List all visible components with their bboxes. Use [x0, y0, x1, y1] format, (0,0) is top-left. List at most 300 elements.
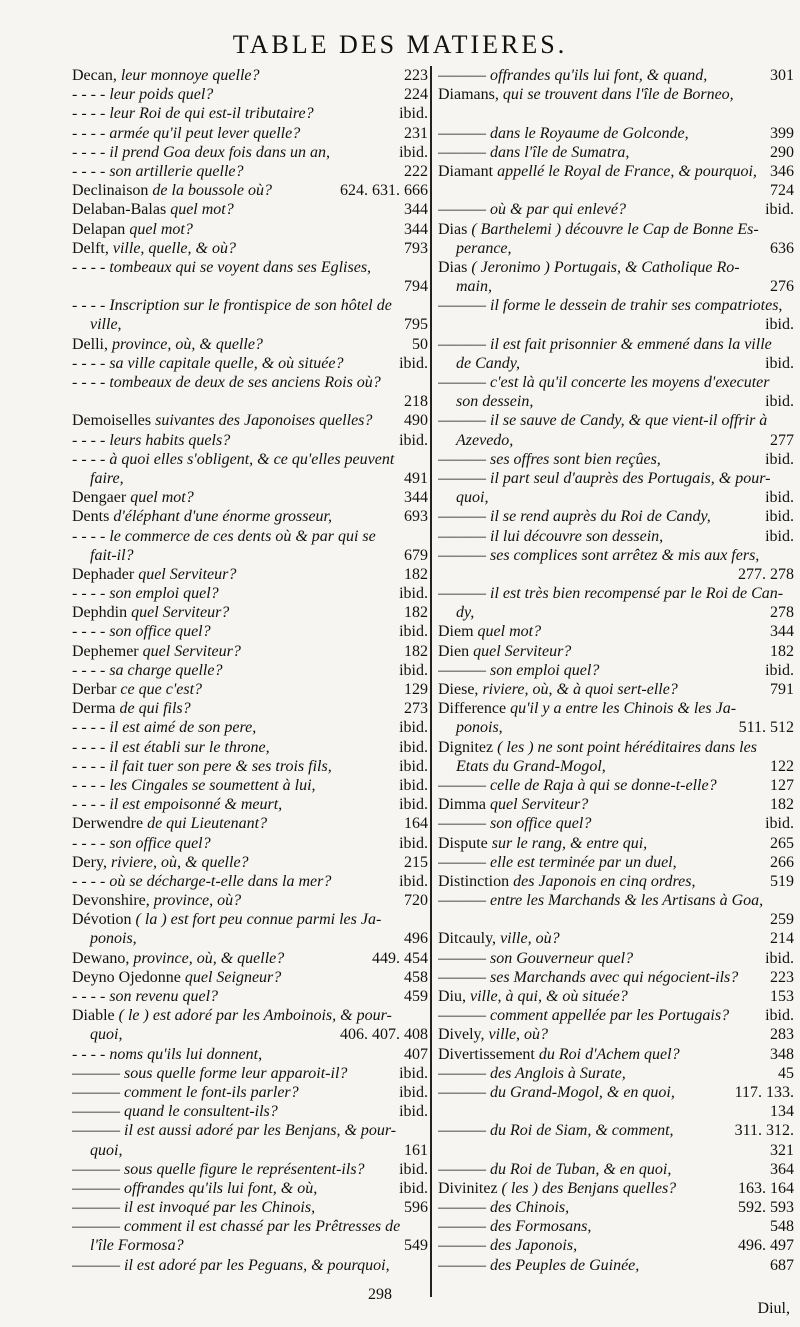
entry-heading: ——— — [438, 1218, 486, 1236]
entry-description: il est invoqué par les Chinois, — [120, 1199, 316, 1217]
entry-text — [72, 1102, 393, 1121]
entry-text — [72, 411, 398, 430]
entry-heading: ——— — [438, 1007, 486, 1025]
page-reference: 134 — [770, 1103, 794, 1121]
page-reference: 276 — [770, 278, 794, 296]
entry-heading: - - - - — [72, 988, 106, 1005]
index-entry — [438, 565, 794, 584]
entry-text — [438, 200, 759, 219]
index-entry — [438, 373, 794, 392]
entry-text — [72, 891, 398, 910]
entry-description: comment il est chassé par les Prêtresses de — [120, 1218, 401, 1236]
page-reference — [788, 335, 794, 354]
index-entry — [72, 776, 428, 795]
entry-heading: Dephader — [72, 565, 135, 583]
entry-heading: Divertissement — [438, 1045, 535, 1063]
entry-heading: ——— — [438, 201, 486, 219]
entry-text — [72, 757, 393, 776]
entry-heading: - - - - — [72, 738, 106, 756]
entry-description: province, où, & quelle? — [108, 335, 263, 353]
index-entry — [438, 1198, 794, 1217]
entry-heading: - - - - — [72, 143, 106, 161]
entry-heading: ——— — [438, 661, 486, 679]
index-entry — [72, 680, 428, 699]
entry-text — [438, 258, 788, 277]
index-entry — [438, 1256, 794, 1275]
entry-heading: Diu, — [438, 988, 466, 1005]
entry-description: du Grand-Mogol, & en quoi, — [486, 1083, 675, 1101]
entry-heading: - - - - — [72, 623, 106, 641]
page-reference: ibid. — [765, 815, 794, 833]
entry-text — [438, 699, 788, 718]
entry-description: il est adoré par les Peguans, & pourquoi, — [120, 1256, 390, 1274]
entry-text — [438, 527, 759, 546]
entry-text — [72, 66, 398, 85]
entry-text — [72, 354, 393, 373]
entry-description: du Roi de Siam, & comment, — [486, 1122, 674, 1140]
entry-heading: Demoiselles — [72, 412, 152, 430]
entry-description: province, où? — [149, 892, 242, 910]
page-reference: ibid. — [399, 1083, 428, 1101]
entry-heading: - - - - — [72, 105, 106, 123]
entry-heading: - - - - — [72, 162, 106, 180]
page-reference — [788, 738, 794, 757]
entry-description: il est très bien recompensé par le Roi de Can- — [486, 585, 784, 603]
index-entry — [438, 1083, 794, 1102]
index-entry — [438, 680, 794, 699]
page-reference: ibid. — [399, 776, 428, 794]
page-reference: ibid. — [765, 508, 794, 526]
entry-heading: ——— — [438, 968, 486, 986]
entry-text — [438, 124, 764, 143]
entry-description: armée qu'il peut lever quelle? — [105, 124, 301, 142]
entry-description: il fait tuer son pere & ses trois fils, — [105, 757, 332, 775]
entry-heading: - - - - — [72, 776, 106, 794]
entry-text — [72, 814, 398, 833]
entry-description: sous quelle figure le représentent-ils? — [120, 1160, 365, 1178]
entry-continuation: Azevedo, — [456, 431, 514, 449]
entry-text — [438, 143, 764, 162]
index-entry — [72, 929, 428, 948]
entry-continuation — [72, 277, 398, 296]
entry-text — [438, 622, 764, 641]
index-entry — [72, 162, 428, 181]
page-reference: 592. 593 — [738, 1199, 794, 1217]
entry-description: ses offres sont bien reçûes, — [486, 450, 661, 468]
entry-text — [72, 124, 398, 143]
entry-text — [72, 1083, 393, 1102]
entry-heading: Decan, — [72, 67, 117, 84]
entry-text — [72, 220, 398, 239]
entry-description: sa charge quelle? — [105, 661, 223, 679]
index-column-left — [72, 66, 428, 1275]
entry-heading: ——— — [72, 1103, 120, 1121]
entry-heading: - - - - — [72, 297, 106, 315]
entry-description: il est fait prisonnier & emmené dans la ville — [486, 335, 772, 353]
entry-text — [72, 162, 398, 181]
index-entry — [72, 277, 428, 296]
entry-text — [438, 546, 788, 565]
page-reference: ibid. — [399, 354, 428, 372]
entry-description: ville, où? — [484, 1026, 549, 1044]
entry-description: entre les Marchands & les Artisans à Goa, — [486, 892, 764, 910]
page-reference: 459 — [404, 988, 428, 1005]
entry-description: quel Serviteur? — [469, 642, 572, 660]
index-entry — [72, 258, 428, 277]
entry-description: où se décharge-t-elle dans la mer? — [105, 872, 332, 890]
entry-heading: ——— — [438, 949, 486, 967]
index-entry — [72, 143, 428, 162]
index-entry — [438, 661, 794, 680]
entry-text — [438, 1121, 729, 1140]
entry-text — [72, 181, 334, 200]
index-entry — [72, 411, 428, 430]
entry-text — [438, 469, 788, 488]
entry-description: Inscription sur le frontispice de son hôtel de — [105, 297, 392, 315]
entry-heading: - - - - — [72, 124, 106, 142]
page-reference — [422, 1121, 428, 1140]
entry-text — [438, 834, 764, 853]
page-reference: 549 — [404, 1237, 428, 1255]
page-reference: 720 — [404, 892, 428, 910]
entry-text — [438, 968, 764, 987]
index-entry — [438, 910, 794, 929]
index-entry — [72, 565, 428, 584]
index-entry — [72, 661, 428, 680]
page-reference: 224 — [404, 86, 428, 104]
entry-heading: ——— — [438, 124, 486, 142]
entry-description: il est établi sur le throne, — [105, 738, 270, 756]
page-reference: 364 — [770, 1160, 794, 1178]
index-entry — [438, 929, 794, 948]
entry-continuation: main, — [456, 278, 492, 296]
entry-description: sous quelle forme leur apparoit-il? — [120, 1064, 348, 1082]
entry-text — [72, 565, 398, 584]
entry-continuation — [438, 1141, 764, 1160]
page-reference: ibid. — [399, 872, 428, 890]
index-entry — [438, 220, 794, 239]
entry-heading: ——— — [438, 1199, 486, 1217]
page-reference — [788, 699, 794, 718]
index-entry — [72, 584, 428, 603]
entry-heading: ——— — [438, 469, 486, 487]
index-entry — [72, 239, 428, 258]
entry-text — [438, 85, 788, 104]
entry-description: tombeaux de deux de ses anciens Rois où? — [105, 374, 381, 391]
entry-text — [438, 1198, 732, 1217]
index-entry — [438, 488, 794, 507]
page-reference: ibid. — [765, 661, 794, 679]
entry-description: il est aussi adoré par les Benjans, & pour- — [120, 1122, 397, 1140]
catchword: Diul, — [757, 1300, 790, 1317]
index-entry — [72, 603, 428, 622]
index-entry — [72, 124, 428, 143]
page-reference: 496. 497 — [738, 1237, 794, 1255]
entry-continuation: ponois, — [90, 930, 137, 948]
page-reference: 182 — [404, 565, 428, 583]
page-reference: 679 — [404, 546, 428, 564]
entry-heading: ——— — [438, 585, 486, 603]
page-reference — [422, 373, 428, 392]
entry-description: ( le ) est adoré par les Amboinois, & pour- — [114, 1007, 392, 1025]
entry-text — [72, 450, 422, 469]
entry-heading: - - - - — [72, 661, 106, 679]
entry-description: sur le rang, & entre qui, — [487, 834, 648, 852]
entry-continuation: ville, — [90, 316, 122, 334]
entry-description: des Japonois en cinq ordres, — [509, 872, 696, 890]
page-reference — [788, 85, 794, 104]
index-entry — [72, 1006, 428, 1025]
entry-description: ( Barthelemi ) découvre le Cap de Bonne Es- — [467, 220, 759, 238]
entry-heading: - - - - — [72, 757, 106, 775]
entry-text — [438, 680, 764, 699]
page-reference: 496 — [404, 930, 428, 948]
entry-heading: Dispute — [438, 834, 488, 852]
page-reference — [422, 1217, 428, 1236]
entry-description: leur monnoye quelle? — [116, 67, 260, 84]
index-entry — [72, 1160, 428, 1179]
page-title: TABLE DES MATIERES. — [232, 30, 568, 59]
entry-text — [438, 661, 759, 680]
page-reference — [788, 220, 794, 239]
page-reference: ibid. — [765, 527, 794, 545]
index-entry — [72, 392, 428, 411]
index-entry — [72, 200, 428, 219]
page-reference: 548 — [770, 1218, 794, 1236]
entry-heading: ——— — [438, 297, 486, 315]
entry-heading: Declinaison — [72, 182, 149, 200]
page-reference: 348 — [770, 1045, 794, 1063]
index-column-right — [438, 66, 794, 1275]
entry-heading: ——— — [72, 1083, 120, 1101]
page-reference: 164 — [404, 815, 428, 833]
entry-description: dans l'île de Sumatra, — [486, 143, 630, 161]
page-number: 298 — [368, 1286, 392, 1303]
page-reference — [788, 584, 794, 603]
entry-text — [438, 891, 788, 910]
entry-text — [72, 680, 398, 699]
entry-heading: ——— — [72, 1064, 120, 1082]
entry-continuation: faire, — [90, 469, 124, 487]
page-reference: ibid. — [399, 661, 428, 679]
page-reference: 519 — [770, 872, 794, 890]
entry-continuation — [438, 181, 764, 200]
page-reference: ibid. — [399, 796, 428, 814]
entry-text — [72, 1160, 393, 1179]
index-entry — [72, 507, 428, 526]
page-reference: ibid. — [399, 834, 428, 852]
entry-heading: Diamans, — [438, 86, 499, 104]
page-reference: 266 — [770, 853, 794, 871]
page-reference: 117. 133. — [734, 1083, 794, 1101]
entry-text — [72, 1121, 422, 1140]
page-reference: ibid. — [399, 1179, 428, 1197]
entry-heading: - - - - — [72, 872, 106, 890]
entry-heading: ——— — [438, 1064, 486, 1082]
index-entry — [438, 181, 794, 200]
index-entry — [438, 1006, 794, 1025]
index-entry — [72, 1083, 428, 1102]
entry-description: son Gouverneur quel? — [486, 949, 634, 967]
index-entry — [72, 872, 428, 891]
entry-heading: ——— — [438, 335, 486, 353]
entry-heading: ——— — [438, 853, 486, 871]
page-reference: ibid. — [765, 201, 794, 219]
entry-heading: Dery, — [72, 853, 107, 871]
entry-description: quel mot? — [126, 489, 194, 507]
index-entry — [438, 335, 794, 354]
entry-heading: Derma — [72, 700, 116, 718]
entry-description: qui se trouvent dans l'île de Borneo, — [498, 86, 734, 104]
entry-text — [438, 162, 764, 181]
entry-text — [438, 220, 788, 239]
index-entry — [438, 392, 794, 411]
entry-description: riviere, où, & quelle? — [106, 853, 249, 871]
entry-description: leurs habits quels? — [105, 431, 231, 449]
entry-text — [72, 795, 393, 814]
page-reference: 223 — [770, 968, 794, 986]
entry-description: comment appellée par les Portugais? — [486, 1007, 730, 1025]
index-entry — [72, 987, 428, 1006]
index-entry — [72, 968, 428, 987]
index-entry — [72, 1236, 428, 1255]
page-reference: 511. 512 — [738, 719, 794, 737]
index-entry — [72, 814, 428, 833]
entry-text — [438, 642, 764, 661]
page-reference: 161 — [404, 1141, 428, 1159]
index-entry — [72, 1102, 428, 1121]
entry-text — [438, 814, 759, 833]
entry-description: le commerce de ces dents où & par qui se — [105, 527, 376, 545]
entry-text — [72, 85, 398, 104]
entry-heading: Derwendre — [72, 815, 144, 833]
entry-description: leur Roi de qui est-il tributaire? — [105, 105, 314, 123]
entry-description: quel Serviteur? — [134, 565, 237, 583]
index-entry — [438, 469, 794, 488]
entry-text — [438, 296, 788, 315]
index-entry — [438, 1179, 794, 1198]
entry-description: son office quel? — [105, 834, 211, 852]
page-reference: 163. 164 — [738, 1179, 794, 1197]
entry-description: du Roi de Tuban, & en quoi, — [486, 1160, 672, 1178]
entry-text — [72, 1006, 422, 1025]
entry-heading: ——— — [72, 1160, 120, 1178]
index-entry — [72, 795, 428, 814]
index-entry — [72, 699, 428, 718]
page-reference: ibid. — [399, 1064, 428, 1082]
page-reference: 182 — [404, 604, 428, 622]
index-entry — [438, 507, 794, 526]
entry-description: quel Serviteur? — [138, 642, 241, 660]
index-entry — [438, 239, 794, 258]
entry-text — [72, 603, 398, 622]
page-reference: 794 — [404, 278, 428, 296]
entry-heading: - - - - — [72, 834, 106, 852]
page-reference: 346 — [770, 162, 794, 180]
entry-text — [438, 987, 764, 1006]
entry-text — [438, 373, 788, 392]
entry-text — [72, 718, 393, 737]
entry-text — [438, 872, 764, 891]
page-reference — [788, 411, 794, 430]
entry-heading: Diamant — [438, 162, 494, 180]
index-entry — [438, 1236, 794, 1255]
entry-heading: ——— — [438, 892, 486, 910]
page-reference — [788, 373, 794, 392]
page-reference: ibid. — [399, 585, 428, 603]
index-entry — [72, 1179, 428, 1198]
entry-description: comment le font-ils parler? — [120, 1083, 299, 1101]
entry-heading: ——— — [438, 143, 486, 161]
index-entry — [72, 546, 428, 565]
index-entry — [72, 296, 428, 315]
index-entry — [438, 891, 794, 910]
index-entry — [438, 795, 794, 814]
index-entry — [72, 373, 428, 392]
page-reference: 793 — [404, 239, 428, 257]
entry-description: il part seul d'auprès des Portugais, & pour- — [486, 469, 771, 487]
entry-description: des Japonois, — [486, 1237, 578, 1255]
entry-description: il est empoisonné & meurt, — [105, 796, 283, 814]
page-reference: 344 — [404, 220, 428, 238]
entry-heading: - - - - — [72, 450, 106, 468]
index-entry — [438, 1141, 794, 1160]
entry-heading: ——— — [438, 412, 486, 430]
index-entry — [438, 143, 794, 162]
page-reference — [422, 258, 428, 277]
entry-description: ( les ) ne sont point héréditaires dans les — [493, 738, 757, 756]
entry-text — [72, 431, 393, 450]
page-reference: ibid. — [765, 316, 794, 334]
page-reference — [788, 258, 794, 277]
index-entry — [438, 699, 794, 718]
entry-heading: ——— — [438, 508, 486, 526]
page-reference: 259 — [770, 911, 794, 929]
entry-text — [438, 1179, 732, 1198]
index-entry — [72, 757, 428, 776]
page-reference: 153 — [770, 988, 794, 1005]
entry-text — [72, 776, 393, 795]
page-reference: 344 — [404, 201, 428, 219]
index-entry — [438, 315, 794, 334]
entry-text — [72, 853, 398, 872]
page-reference: ibid. — [399, 105, 428, 123]
entry-description: il forme le dessein de trahir ses compatriotes, — [486, 297, 783, 315]
index-entry — [72, 335, 428, 354]
page-reference: 182 — [404, 642, 428, 660]
page-reference — [788, 891, 794, 910]
entry-description: ville, où? — [496, 930, 560, 948]
entry-description: celle de Raja à qui se donne-t-elle? — [486, 776, 717, 794]
entry-description: de qui fils? — [115, 700, 191, 718]
page-reference — [422, 1256, 428, 1275]
page-reference — [788, 469, 794, 488]
entry-description: quel mot? — [166, 201, 234, 219]
index-entry — [438, 622, 794, 641]
entry-description: il se rend auprès du Roi de Candy, — [486, 508, 711, 526]
entry-continuation: l'île Formosa? — [90, 1237, 184, 1255]
entry-continuation: fait-il? — [90, 546, 134, 564]
entry-text — [72, 143, 393, 162]
entry-text — [438, 1006, 759, 1025]
page-reference: ibid. — [399, 623, 428, 641]
index-entry — [72, 642, 428, 661]
index-entry — [72, 1256, 428, 1275]
entry-description: quel mot? — [473, 623, 542, 641]
entry-description: son emploi quel? — [105, 585, 219, 603]
entry-heading: ——— — [438, 1122, 486, 1140]
index-entry — [72, 527, 428, 546]
